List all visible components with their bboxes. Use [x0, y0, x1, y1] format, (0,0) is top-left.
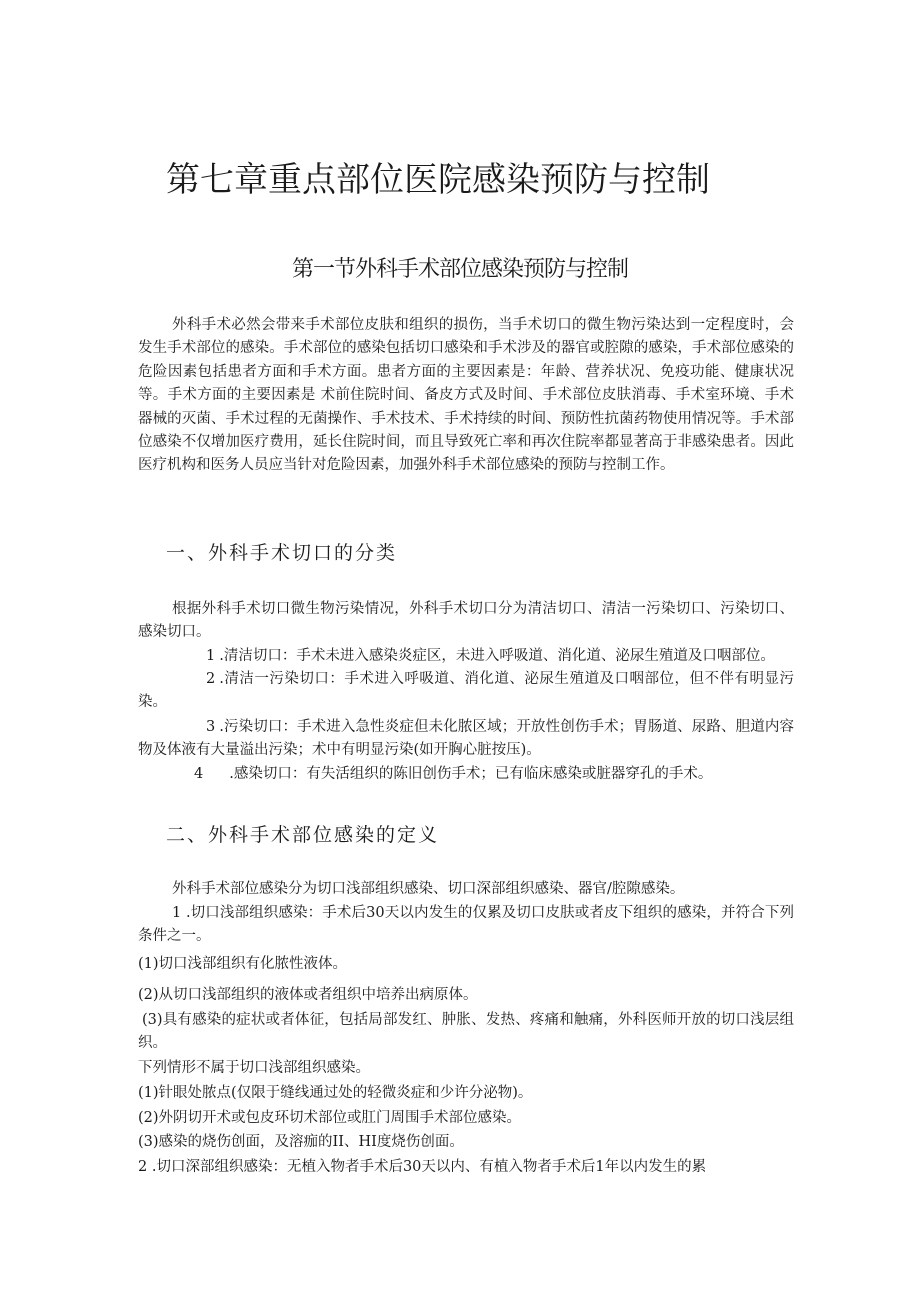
- definition-condition-3: (3)具有感染的症状或者体征，包括局部发红、肿胀、发热、疼痛和触痛，外科医师开放的切口浅层组织。: [138, 1012, 794, 1052]
- item-number: 4: [194, 766, 204, 782]
- classification-item-2: [138, 668, 794, 715]
- definition-condition-1: (1)切口浅部组织有化脓性液体。: [138, 956, 348, 972]
- item-text: .感染切口：有失活组织的陈旧创伤手术；已有临床感染或脏器穿孔的手术。: [229, 766, 713, 782]
- item-text: .清洁切口：手术未进入感染炎症区，未进入呼吸道、消化道、泌尿生殖道及口咽部位。: [219, 648, 775, 664]
- definition-item-1: 1 .切口浅部组织感染：手术后30天以内发生的仅累及切口皮肤或者皮下组织的感染，并符合下列条件之一。: [138, 905, 794, 945]
- item-text: .清洁一污染切口：手术进入呼吸道、消化道、泌尿生殖道及口咽部位，但不伴有明显污染。: [138, 671, 794, 711]
- definition-condition-2: (2)从切口浅部组织的液体或者组织中培养出病原体。: [138, 987, 478, 1003]
- item-number: 1: [206, 648, 216, 664]
- exclusion-2: (2)外阴切开术或包皮环切术部位或肛门周围手术部位感染。: [138, 1110, 522, 1126]
- heading-definition: 二、外科手术部位感染的定义: [166, 824, 440, 846]
- heading-classification: 一、外科手术切口的分类: [166, 542, 398, 564]
- exclusion-intro: 下列情形不属于切口浅部组织感染。: [138, 1060, 370, 1076]
- classification-intro: 根据外科手术切口微生物污染情况，外科手术切口分为清洁切口、清洁一污染切口、污染切口、感染切口。: [138, 601, 794, 641]
- exclusion-3: (3)感染的烧伤创面，及溶痂的II、HI度烧伤创面。: [138, 1134, 464, 1150]
- classification-item-4: [138, 763, 794, 786]
- item-text: .污染切口：手术进入急性炎症但未化脓区域；开放性创伤手术；胃肠道、尿路、胆道内容物及体液有大量溢出污染；术中有明显污染(如开胸心脏按压)。: [138, 719, 794, 759]
- classification-item-3: [138, 716, 794, 763]
- item-number: 2: [206, 671, 216, 687]
- item-number: 3: [206, 719, 216, 735]
- classification-item-1: [138, 645, 794, 668]
- exclusion-1: (1)针眼处脓点(仅限于缝线通过处的轻微炎症和少许分泌物)。: [138, 1085, 533, 1101]
- chapter-title: 第七章重点部位医院感染预防与控制: [166, 160, 710, 200]
- intro-paragraph: 外科手术必然会带来手术部位皮肤和组织的损伤，当手术切口的微生物污染达到一定程度时，会发生手术部位的感染。手术部位的感染包括切口感染和手术涉及的器官或腔隙的感染，手术部位感染的危险因素包括患者方面和手术方面。患者方面的主要因素是：年龄、营养状况、免疫功能、健康状况等。手术方面的主要因素是 术前住院时间、备皮方式及时间、手术部位皮肤消毒、手术室环境、手术器械的灭菌、手术过程的无菌操作、手术技术、手术持续的时间、预防性抗菌药物使用情况等。手术部位感染不仅增加医疗费用，延长住院时间，而且导致死亡率和再次住院率都显著高于非感染患者。因此医疗机构和医务人员应当针对危险因素，加强外科手术部位感染的预防与控制工作。: [138, 317, 794, 474]
- definition-intro: 外科手术部位感染分为切口浅部组织感染、切口深部组织感染、器官/腔隙感染。: [172, 881, 685, 897]
- section-title: 第一节外科手术部位感染预防与控制: [291, 257, 628, 282]
- definition-item-2: 2 .切口深部组织感染：无植入物者手术后30天以内、有植入物者手术后1年以内发生的累: [138, 1159, 707, 1175]
